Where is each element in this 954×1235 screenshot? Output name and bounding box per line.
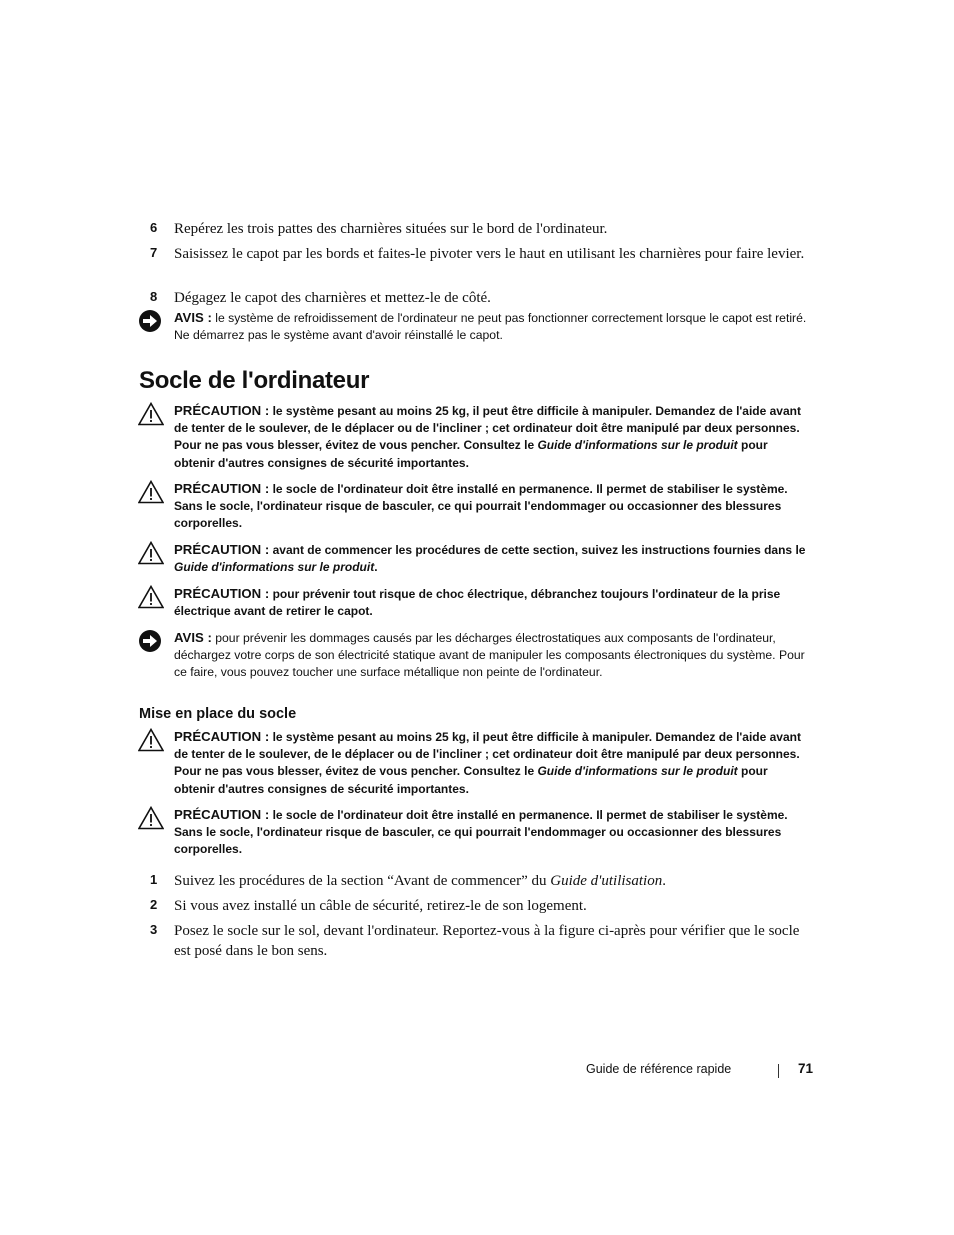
step-text: Posez le socle sur le sol, devant l'ordinateur. Reportez-vous à la figure ci-après pour vérifier que le socle est posé dans le bon sens. xyxy=(174,923,800,959)
step-8 xyxy=(150,289,815,309)
caution-text: le socle de l'ordinateur doit être installé en permanence. Il permet de stabiliser le système. Sans le socle, l'ordinateur risque de basculer, ce qui pourrait l'endommager ou occasionner des blessures corporelles. xyxy=(174,808,788,857)
caution-before-start xyxy=(138,541,810,576)
product-info-guide-ref: Guide d'informations sur le produit xyxy=(537,764,738,779)
caution-triangle-icon xyxy=(138,728,164,752)
notice-text: pour prévenir les dommages causés par les décharges électrostatiques aux composants de l'ordinateur, déchargez votre corps de son électricité statique avant de manipuler les composants électroniques du système. Pour ce faire, vous pouvez toucher une surface métallique non peinte de l'ordinateur. xyxy=(174,631,805,680)
caution-text: le système pesant au moins 25 kg, il peut être difficile à manipuler. Demandez de l'aide avant de tenter de le soulever, de le déplacer ou de l'incliner ; cet ordinateur doit être manipulé par deux personnes. Pour ne pas vous blesser, évitez de vous pencher. Consultez le xyxy=(174,404,801,453)
step-number: 7 xyxy=(150,245,158,260)
notice-cooling xyxy=(138,309,810,344)
caution-label: PRÉCAUTION : xyxy=(174,807,270,822)
caution-text: pour prévenir tout risque de choc électrique, débranchez toujours l'ordinateur de la prise électrique avant de retirer le capot. xyxy=(174,587,781,619)
step-text: Saisissez le capot par les bords et faites-le pivoter vers le haut en utilisant les charnières pour faire levier. xyxy=(174,246,805,262)
step-2 xyxy=(150,897,815,917)
step-text: Dégagez le capot des charnières et mettez-le de côté. xyxy=(174,290,491,306)
notice-text: le système de refroidissement de l'ordinateur ne peut pas fonctionner correctement lorsque le capot est retiré. Ne démarrez pas le système avant d'avoir réinstallé le capot. xyxy=(174,311,807,343)
step-1 xyxy=(150,872,815,892)
caution-stand-permanent xyxy=(138,480,810,533)
section-title: Socle de l'ordinateur xyxy=(139,367,370,394)
footer-divider xyxy=(778,1064,779,1078)
caution-weight-2 xyxy=(138,728,810,798)
step-text xyxy=(174,872,815,892)
caution-electric-shock xyxy=(138,585,810,620)
caution-text: le socle de l'ordinateur doit être installé en permanence. Il permet de stabiliser le système. Sans le socle, l'ordinateur risque de basculer, ce qui pourrait l'endommager ou occasionner des blessures corporelles. xyxy=(174,482,788,531)
step-text: Repérez les trois pattes des charnières situées sur le bord de l'ordinateur. xyxy=(174,221,608,237)
step-number: 6 xyxy=(150,220,158,235)
caution-triangle-icon xyxy=(138,806,164,830)
step-number: 2 xyxy=(150,897,158,912)
caution-text: pour obtenir d'autres consignes de sécurité importantes. xyxy=(174,764,768,796)
caution-label: PRÉCAUTION : xyxy=(174,729,270,744)
page-number: 71 xyxy=(798,1061,814,1076)
notice-label: AVIS : xyxy=(174,310,212,325)
caution-weight xyxy=(138,402,810,472)
caution-label: PRÉCAUTION : xyxy=(174,403,270,418)
step-6 xyxy=(150,220,815,240)
caution-stand-permanent-2 xyxy=(138,806,810,859)
caution-label: PRÉCAUTION : xyxy=(174,542,270,557)
step-text-part: . xyxy=(662,873,666,889)
caution-text: . xyxy=(374,560,378,575)
notice-esd xyxy=(138,629,810,682)
caution-label: PRÉCAUTION : xyxy=(174,481,270,496)
step-3 xyxy=(150,922,815,961)
caution-text: le système pesant au moins 25 kg, il peut être difficile à manipuler. Demandez de l'aide avant de tenter de le soulever, de le déplacer ou de l'incliner ; cet ordinateur doit être manipulé par deux personnes. Pour ne pas vous blesser, évitez de vous pencher. Consultez le xyxy=(174,730,801,779)
step-number: 8 xyxy=(150,289,158,304)
caution-text: avant de commencer les procédures de cette section, suivez les instructions fournies dans le xyxy=(272,543,806,557)
caution-triangle-icon xyxy=(138,480,164,504)
step-number: 3 xyxy=(150,922,158,937)
step-text-part: Suivez les procédures de la section “Avant de commencer” du xyxy=(174,873,547,889)
step-7 xyxy=(150,245,815,265)
subsection-title: Mise en place du socle xyxy=(139,706,297,722)
product-info-guide-ref: Guide d'informations sur le produit xyxy=(174,560,375,575)
step-number: 1 xyxy=(150,872,158,887)
user-guide-ref: Guide d'utilisation xyxy=(550,873,663,889)
step-text: Si vous avez installé un câble de sécurité, retirez-le de son logement. xyxy=(174,898,587,914)
caution-label: PRÉCAUTION : xyxy=(174,586,270,601)
notice-arrow-icon xyxy=(138,309,164,333)
notice-arrow-icon xyxy=(138,629,164,653)
notice-label: AVIS : xyxy=(174,630,212,645)
caution-text: pour obtenir d'autres consignes de sécurité importantes. xyxy=(174,438,768,470)
caution-triangle-icon xyxy=(138,541,164,565)
caution-triangle-icon xyxy=(138,402,164,426)
footer-guide-title: Guide de référence rapide xyxy=(586,1062,732,1076)
caution-triangle-icon xyxy=(138,585,164,609)
product-info-guide-ref: Guide d'informations sur le produit xyxy=(537,438,738,453)
